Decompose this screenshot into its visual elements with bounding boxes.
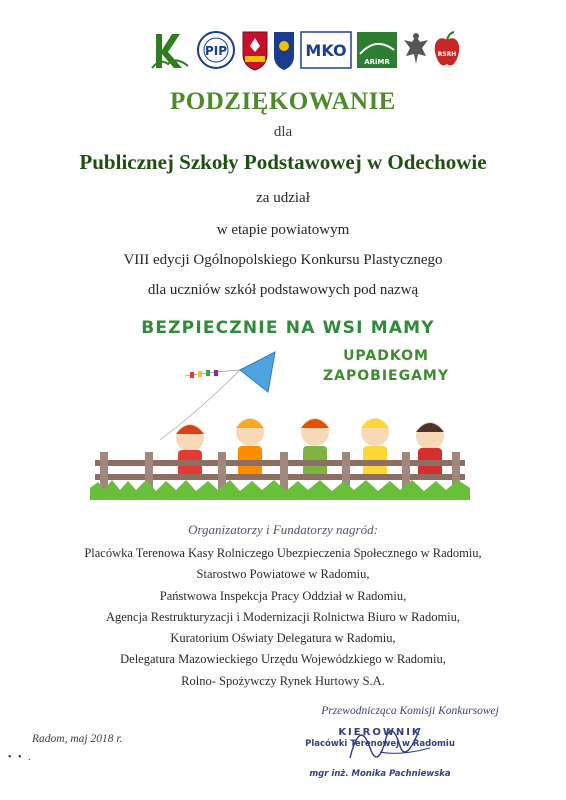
- svg-text:RSRH: RSRH: [437, 51, 457, 58]
- stamp-title: KIEROWNIK: [338, 727, 422, 738]
- polish-eagle-emblem-icon: [402, 28, 430, 72]
- organizer-item: Starostwo Powiatowe w Radomiu,: [196, 567, 370, 582]
- certificate-title: PODZIĘKOWANIE: [170, 88, 396, 115]
- coat-of-arms-blue-icon: [272, 28, 296, 72]
- organizer-item: Państwowa Inspekcja Pracy Oddział w Radomiu,: [159, 588, 407, 603]
- contest-slogan-line2b: ZAPOBIEGAMY: [323, 368, 449, 384]
- svg-text:ARiMR: ARiMR: [364, 58, 390, 66]
- participation-line: za udział: [256, 190, 310, 206]
- organizer-item: Placówka Terenowa Kasy Rolniczego Ubezpieczenia Społecznego w Radomiu,: [84, 546, 482, 560]
- krus-logo-icon: [150, 28, 190, 72]
- for-word: dla: [273, 124, 293, 140]
- organizers-list: [0, 543, 566, 692]
- place-and-date: Radom, maj 2018 r.: [32, 733, 123, 745]
- stage-line: w etapie powiatowym: [216, 222, 350, 238]
- contest-audience-line: dla uczniów szkół podstawowych pod nazwą: [147, 282, 419, 298]
- contest-edition-line: VIII edycji Ogólnopolskiego Konkursu Plastycznego: [123, 252, 443, 268]
- organizer-item: Agencja Restrukturyzacji i Modernizacji Rolnictwa Biuro w Radomiu,: [105, 609, 461, 624]
- contest-slogan-line1: BEZPIECZNIE NA WSI MAMY: [141, 318, 435, 338]
- rsh-apple-logo-icon: [432, 28, 462, 72]
- handwritten-signature-icon: [330, 708, 450, 778]
- stamp-name: mgr inż. Monika Pachniewska: [309, 769, 451, 779]
- organizer-item: Delegatura Mazowieckiego Urzędu Wojewódzkiego w Radomiu,: [120, 652, 446, 667]
- svg-text:PIP: PIP: [204, 44, 228, 58]
- contest-slogan-line2a: UPADKOM: [343, 348, 429, 364]
- pip-logo-icon: [196, 28, 236, 72]
- powiat-radomski-crest-icon: [240, 28, 270, 72]
- mko-logo-icon: [300, 28, 352, 72]
- margin-marks: • • .: [8, 752, 33, 763]
- stamp-unit: Placówki Terenowej w Radomiu: [305, 739, 455, 749]
- organizer-item: Rolno- Spożywczy Rynek Hurtowy S.A.: [181, 673, 385, 688]
- organizers-heading: Organizatorzy i Fundatorzy nagród:: [188, 522, 378, 537]
- recipient-name: Publicznej Szkoły Podstawowej w Odechowie: [79, 150, 487, 174]
- kite-tail: [190, 370, 218, 378]
- svg-text:MKO: MKO: [305, 41, 347, 60]
- arimr-logo-icon: [356, 28, 398, 72]
- sponsor-logos-row: [150, 28, 457, 76]
- signature-heading: Przewodnicząca Komisji Konkursowej: [321, 705, 499, 717]
- organizer-item: Kuratorium Oświaty Delegatura w Radomiu,: [170, 631, 396, 646]
